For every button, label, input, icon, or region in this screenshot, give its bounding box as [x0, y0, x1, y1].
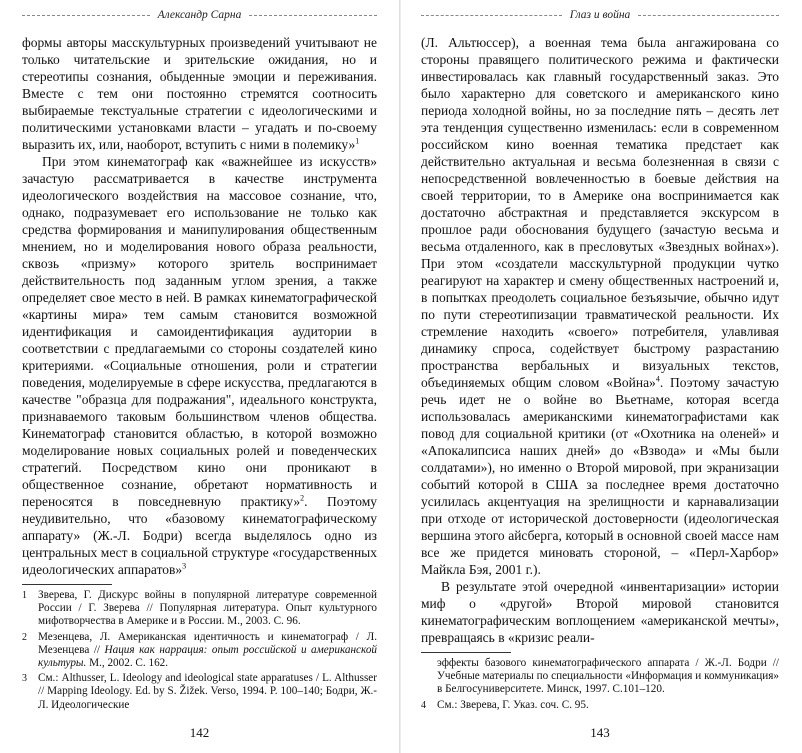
footnote: 1 Зверева, Г. Дискурс войны в популярной литературе современной России / Г. Зверева // Популярная литература. Опыт культурного мифотворчества в Америке и в России. М., 2003. С. 96. [22, 589, 377, 628]
right-footnotes [421, 657, 779, 712]
right-running-head [421, 6, 779, 24]
header-rule [22, 15, 150, 16]
left-footnotes [22, 589, 377, 712]
header-rule [249, 15, 377, 16]
footnote-ref: 4 [655, 374, 660, 384]
left-body-text [22, 34, 377, 714]
running-head-title: Глаз и война [569, 9, 631, 21]
footnote: 4 См.: Зверева, Г. Указ. соч. С. 95. [421, 698, 589, 711]
header-rule [638, 15, 779, 16]
page-number-left: 142 [189, 725, 210, 740]
paragraph: (Л. Альтюссер), а военная тема была ангажирована со стороны правящего политического режима и фактически инвестировалась как главный государственный заказ. Это было характерно для советского и американского кино периода холодной войны, но за последние пять – десять лет эта тенденция существенно изменилась: если в современном российском кино военная тематика предстает как действительно актуальная и весьма болезненная в связи с непосредственной вовлеченностью в боевые действия на своей территории, то в Америке она воспринимается как достаточно абстрактная и представляется экскурсом в прошлое ради обоснования будущего (зачастую весьма и весьма отдаленного, как в пресловутых «Звездных войнах»). При этом «создатели масскультурной продукции чутко реагируют на характер и смену общественных настроений и, в попытках преодолеть социальное безъязычие, обычно идут по пути стереотипизации травматической реальности. Их стремление находить «своего» потребителя, улавливая динамику спроса, содействует быстрому разрастанию пространства вербальных и визуальных текстов, объединяемых общим словом «Война»$^4$. Поэтому зачастую речь идет не о войне во Вьетнаме, которая всегда использовалась американскими кинематографистами как повод для социальной критики (от «Охотника на оленей» и «Апокалипсиса наших дней» до «Взвода» и «Мы были солдатами»), но именно о Второй мировой, при экранизации событий которой в США за последнее время достаточно усилилась акцентуация на зрелищности и карнавализации при отходе от исторической достоверности (идеологическая вершина этого айсберга, который в основной своей массе нам все же придется миновать стороной, – «Перл-Харбор» Майкла Бэя, 2001 г.). [421, 35, 779, 577]
header-rule [421, 15, 562, 16]
footnote-ref: 3 [182, 561, 187, 571]
left-running-head [22, 6, 377, 24]
left-page [22, 0, 377, 753]
footnote-rule [22, 584, 112, 585]
right-page [421, 0, 779, 753]
paragraph: формы авторы масскультурных произведений учитывают не только читательские и зрительские ожидания, но и стереотипы сознания, обыденные эмоции и переживания. Вместе с тем они постоянно стремятся соотносить выбираемые текстуальные стратегии с идеологическими и политическими установками власти – угадать и по-своему выразить их, или, наоборот, вступить с ними в полемику»$^1$ [22, 35, 377, 152]
footnote: 3 См.: Althusser, L. Ideology and ideological state apparatuses / L. Althusser // Mapping Ideology. Ed. by S. Žižek. Verso, 1994. P. 100–140; Бодри, Ж.-Л. Идеологические [22, 672, 377, 711]
right-body-text [421, 34, 779, 714]
footnote: 2 Мезенцева, Л. Американская идентичность и кинематограф / Л. Мезенцева // Нация как наррация: опыт российской и американской культуры. М., 2002. С. 162. [22, 630, 378, 670]
book-gutter [399, 0, 401, 753]
page-number-right: 143 [590, 725, 610, 740]
running-head-author: Александр Сарна [157, 9, 242, 21]
paragraph: В результате этой очередной «инвентаризации» истории миф о «другой» Второй мировой становится кинематографическим воплощением «американской мечты», превращаясь в «кризис реали- [421, 579, 779, 645]
footnote-ref: 2 [300, 493, 305, 503]
footnote-rule [421, 652, 511, 653]
footnote-continuation: эффекты базового кинематографического аппарата / Ж.-Л. Бодри // Учебные материалы по специальности «Информация и коммуникация» в Белгосуниверситете. Минск, 1997. С.101–120. [437, 657, 779, 696]
paragraph: При этом кинематограф как «важнейшее из искусств» зачастую рассматривается в качестве инструмента идеологического воздействия на массовое сознание, что, однако, подразумевает его использование не только как средства формирования и манипулирования общественным мнением, но и моделирования нового образа реальности, сквозь «призму» которого зритель воспринимает действительность под заданным углом зрения, а также определяет свое место в ней. В рамках кинематографической «картины мира» тем самым становится возможной идентификация и самоидентификация аудитории в соответствии с предлагаемыми со стороны создателей кино критериями. «Социальные отношения, роли и стратегии поведения, моделируемые в сфере искусства, предлагаются в качестве "образца для подражания", идеального конструкта, признаваемого таковым большинством членов общества. Кинематограф становится областью, в которой возможно моделирование новых социальных ролей и поведенческих стратегий. Посредством кино они проникают в общественное сознание, обретают нормативность и переносятся в повседневную практику»$^2$. Поэтому неудивительно, что «базовому кинематографическому аппарату» (Ж.-Л. Бодри) всегда выделялось одно из центральных мест в социальной структуре «государственных идеологических аппаратов»$^3$ [22, 154, 378, 577]
footnote-ref: 1 [355, 136, 360, 146]
